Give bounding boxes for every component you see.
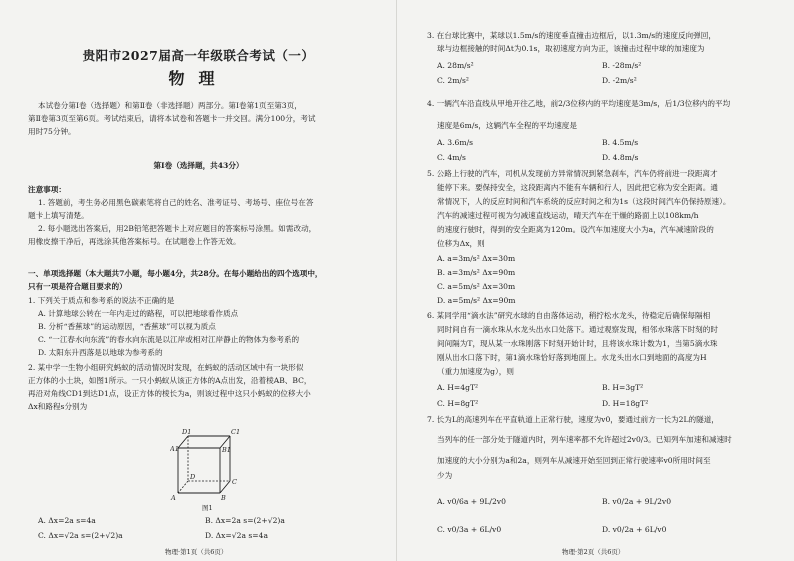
q5-stem: 5. 公路上行驶的汽车，司机从发现前方异常情况到紧急刹车，汽车仍将前进一段距离才 <box>427 169 718 178</box>
q3-option: B. -28m/s² <box>602 61 642 70</box>
q4-option: B. 4.5m/s <box>602 138 639 147</box>
q6-option: D. H=18gT² <box>602 399 649 408</box>
q7-stem: 当列车的任一部分处于隧道内时，列车速率都不允许超过2v0/3。已知列车加速和减速时 <box>437 435 732 444</box>
page-footer: 物理·第1页（共6页） <box>165 548 228 556</box>
q7-option: C. v0/3a + 6L/v0 <box>437 525 502 534</box>
q3-stem: 3. 在台球比赛中，某球以1.5m/s的速度垂直撞击边框后，以1.3m/s的速度反向弹回， <box>427 31 716 40</box>
intro-line: 第Ⅱ卷第3页至第6页。考试结束后，请将本试卷和答题卡一并交回。满分100分，考试 <box>28 114 316 123</box>
q2-option: B. Δx=2a s=(2+√2)a <box>205 516 285 525</box>
q3-option: C. 2m/s² <box>437 76 469 85</box>
q6-stem: 同时间自有一滴水珠从水龙头出水口处落下。通过观察发现，相邻水珠落下时刻的时 <box>437 325 718 334</box>
q6-stem: 6. 某同学用“滴水法”研究水球的自由落体运动，稍拧松水龙头，待稳定后确保每隔相 <box>427 311 711 320</box>
q4-option: A. 3.6m/s <box>437 138 474 147</box>
intro-line: 用时75分钟。 <box>28 127 76 136</box>
vertex-label: A <box>171 494 176 502</box>
q2-stem: 正方体的小土块，如图1所示。一只小蚂蚁从该正方体的A点出发，沿着棱AB、BC， <box>28 376 312 385</box>
q5-option: C. a=5m/s² Δx=30m <box>437 282 516 291</box>
vertex-label: C <box>232 478 237 486</box>
q6-option: B. H=3gT² <box>602 383 644 392</box>
q1-option: B. 分析“香蕉球”的运动原因，“香蕉球”可以视为质点 <box>38 322 216 331</box>
q7-option: B. v0/2a + 9L/2v0 <box>602 497 672 506</box>
q3-stem: 球与边框接触的时间Δt为0.1s，取初速度方向为正，该撞击过程中球的加速度为 <box>437 44 705 53</box>
q5-stem: 常情况下，人的反应时间和汽车系统的反应时间之和为1s（这段时间汽车仍保持原速）。 <box>437 197 731 206</box>
part-heading: 一、单项选择题（本大题共7小题，每小题4分，共28分。在每小题给出的四个选项中， <box>28 269 323 278</box>
q5-stem: 位移为Δx，则 <box>437 239 485 248</box>
q1-option: C. “一江春水向东流”的春水向东流是以江岸或相对江岸静止的物体为参考系的 <box>38 335 300 344</box>
q3-option: D. -2m/s² <box>602 76 637 85</box>
note-line: 题卡上填写清楚。 <box>28 211 89 220</box>
q5-stem: 汽车的减速过程可视为匀减速直线运动，晴天汽车在干燥的路面上以108km/h <box>437 211 699 220</box>
note-line: 用橡皮擦干净后，再选涂其他答案标号。在试题卷上作答无效。 <box>28 237 241 246</box>
vertex-label: C1 <box>231 428 241 436</box>
page-2 <box>397 0 794 561</box>
note-line: 1. 答题前，考生务必用黑色碳素笔将自己的姓名、准考证号、考场号、座位号在答 <box>38 198 314 207</box>
q3-option: A. 28m/s² <box>437 61 474 70</box>
q2-option: D. Δx=√2a s=4a <box>205 531 269 540</box>
q2-option: A. Δx=2a s=4a <box>38 516 96 525</box>
q4-option: C. 4m/s <box>437 153 466 162</box>
figure-caption: 图1 <box>202 504 213 512</box>
q2-stem: Δx和路程s分别为 <box>28 402 88 411</box>
q2-option: C. Δx=√2a s=(2+√2)a <box>38 531 123 540</box>
q6-option: A. H=4gT² <box>437 383 479 392</box>
q7-stem: 少为 <box>437 471 453 480</box>
q2-stem: 2. 某中学一生物小组研究蚂蚁的活动情况时发现，在蚂蚁的活动区域中有一块形似 <box>28 363 304 372</box>
page-footer: 物理·第2页（共6页） <box>562 548 625 556</box>
part-heading: 只有一项是符合题目要求的） <box>28 282 127 291</box>
vertex-label: D <box>190 473 196 481</box>
q2-stem: 再沿对角线CD1到达D1点，设正方体的棱长为a，则该过程中这只小蚂蚁的位移大小 <box>28 389 311 398</box>
vertex-label: B1 <box>222 446 231 454</box>
note-line: 2. 每小题选出答案后，用2B铅笔把答题卡上对应题目的答案标号涂黑。如需改动， <box>38 224 317 233</box>
q6-stem: （重力加速度为g），则 <box>437 367 514 376</box>
intro-line: 本试卷分第Ⅰ卷（选择题）和第Ⅱ卷（非选择题）两部分。第Ⅰ卷第1页至第3页， <box>38 101 302 110</box>
q4-option: D. 4.8m/s <box>602 153 639 162</box>
exam-title: 贵阳市2027届高一年级联合考试（一） <box>82 48 315 63</box>
q7-stem: 加速度的大小分别为a和2a，则列车从减速开始至回到正常行驶速率v0所用时间至 <box>437 456 711 465</box>
q1-option: D. 太阳东升西落是以地球为参考系的 <box>38 348 163 357</box>
section-heading: 第Ⅰ卷（选择题，共43分） <box>153 161 244 170</box>
q6-option: C. H=8gT² <box>437 399 479 408</box>
q5-stem: 能停下来。要保持安全，这段距离内不能有车辆和行人，因此把它称为安全距离。通 <box>437 183 718 192</box>
q5-stem: 的速度行驶时，得到的安全距离为120m。设汽车加速度大小为a，汽车减速阶段的 <box>437 225 714 234</box>
q6-stem: 间间隔为T，现从某一水珠刚落下时刻开始计时，且将该水珠计数为1，当第5滴水珠 <box>437 339 718 348</box>
vertex-label: A1 <box>170 445 179 453</box>
q6-stem: 刚从出水口落下时，第1滴水珠恰好落到地面上。水龙头出水口到地面的高度为H <box>437 353 707 362</box>
q7-option: D. v0/2a + 6L/v0 <box>602 525 667 534</box>
q5-option: D. a=5m/s² Δx=90m <box>437 296 516 305</box>
cube-figure <box>170 426 250 512</box>
q4-stem: 速度是6m/s，这辆汽车全程的平均速度是 <box>437 121 577 130</box>
notes-heading: 注意事项： <box>28 185 66 194</box>
q5-option: A. a=3m/s² Δx=30m <box>437 254 516 263</box>
q5-option: B. a=3m/s² Δx=90m <box>437 268 516 277</box>
q7-option: A. v0/6a + 9L/2v0 <box>437 497 506 506</box>
q4-stem: 4. 一辆汽车沿直线从甲地开往乙地，前2/3位移内的平均速度是3m/s，后1/3位移内的平均 <box>427 99 731 108</box>
exam-subject: 物理 <box>168 69 229 88</box>
vertex-label: B <box>221 494 226 502</box>
q7-stem: 7. 长为L的高速列车在平直轨道上正常行驶，速度为v0，要通过前方一长为2L的隧道， <box>427 415 719 424</box>
q1-stem: 1. 下列关于质点和参考系的说法不正确的是 <box>28 296 175 305</box>
vertex-label: D1 <box>182 428 192 436</box>
q1-option: A. 计算地球公转在一年内走过的路程，可以把地球看作质点 <box>38 309 239 318</box>
